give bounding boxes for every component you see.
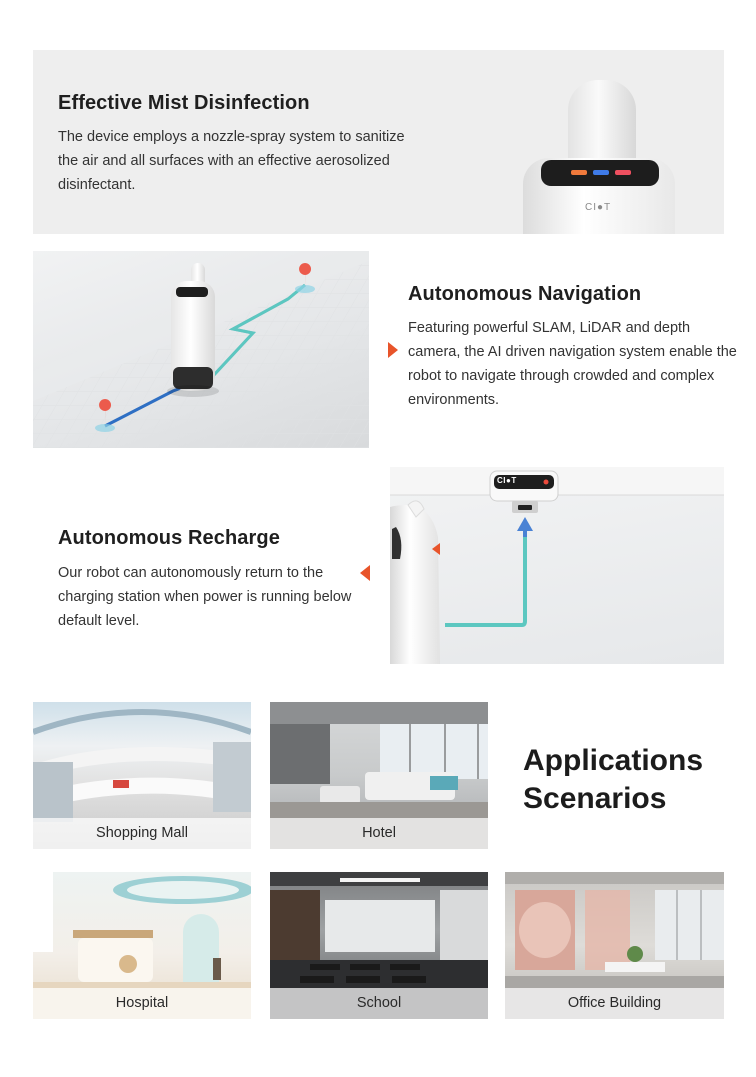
recharge-scene-svg	[390, 467, 724, 664]
mist-disinfection-description: The device employs a nozzle-spray system to sanitize the air and all surfaces with an effective aerosolized disinfectant.	[58, 129, 405, 193]
recharge-direction-arrow-icon	[517, 517, 533, 531]
nav-robot-screen	[176, 287, 208, 297]
recharge-illustration	[390, 467, 724, 664]
scene-label: School	[270, 988, 488, 1019]
scene-card-hospital	[33, 872, 251, 1019]
screen-indicator-red	[615, 170, 631, 175]
start-point-marker	[95, 424, 115, 432]
applications-heading	[523, 742, 723, 818]
mist-disinfection-panel	[33, 50, 724, 234]
navigation-pointer-arrow-icon	[388, 342, 398, 358]
recharge-title: Autonomous Recharge	[58, 527, 280, 549]
scene-card-school	[270, 872, 488, 1019]
screen-indicator-orange	[571, 170, 587, 175]
navigation-title: Autonomous Navigation	[408, 283, 642, 305]
robot-logo: CI●T	[585, 202, 612, 213]
scene-label: Shopping Mall	[33, 818, 251, 849]
scene-label: Office Building	[505, 988, 724, 1019]
scene-label: Hotel	[270, 818, 488, 849]
applications-heading-line1: Applications	[523, 744, 704, 777]
recharge-pointer-arrow-icon	[360, 565, 370, 581]
charging-station-logo: CI●T	[497, 476, 517, 485]
recharge-description: Our robot can autonomously return to the charging station when power is running below default level.	[58, 565, 352, 629]
scene-card-office-building	[505, 872, 724, 1019]
navigation-scene-svg	[33, 251, 369, 448]
mist-disinfection-title: Effective Mist Disinfection	[58, 92, 310, 114]
scene-card-hotel	[270, 702, 488, 849]
robot-screen	[541, 160, 659, 186]
applications-heading-line2: Scenarios	[523, 782, 667, 815]
scene-label: Hospital	[33, 988, 251, 1019]
navigation-illustration	[33, 251, 369, 448]
recharge-robot-body	[390, 505, 440, 664]
screen-indicator-blue	[593, 170, 609, 175]
scene-card-shopping-mall	[33, 702, 251, 849]
navigation-description: Featuring powerful SLAM, LiDAR and depth camera, the AI driven navigation system enable the robot to navigate through crowded and complex environments.	[408, 320, 737, 408]
